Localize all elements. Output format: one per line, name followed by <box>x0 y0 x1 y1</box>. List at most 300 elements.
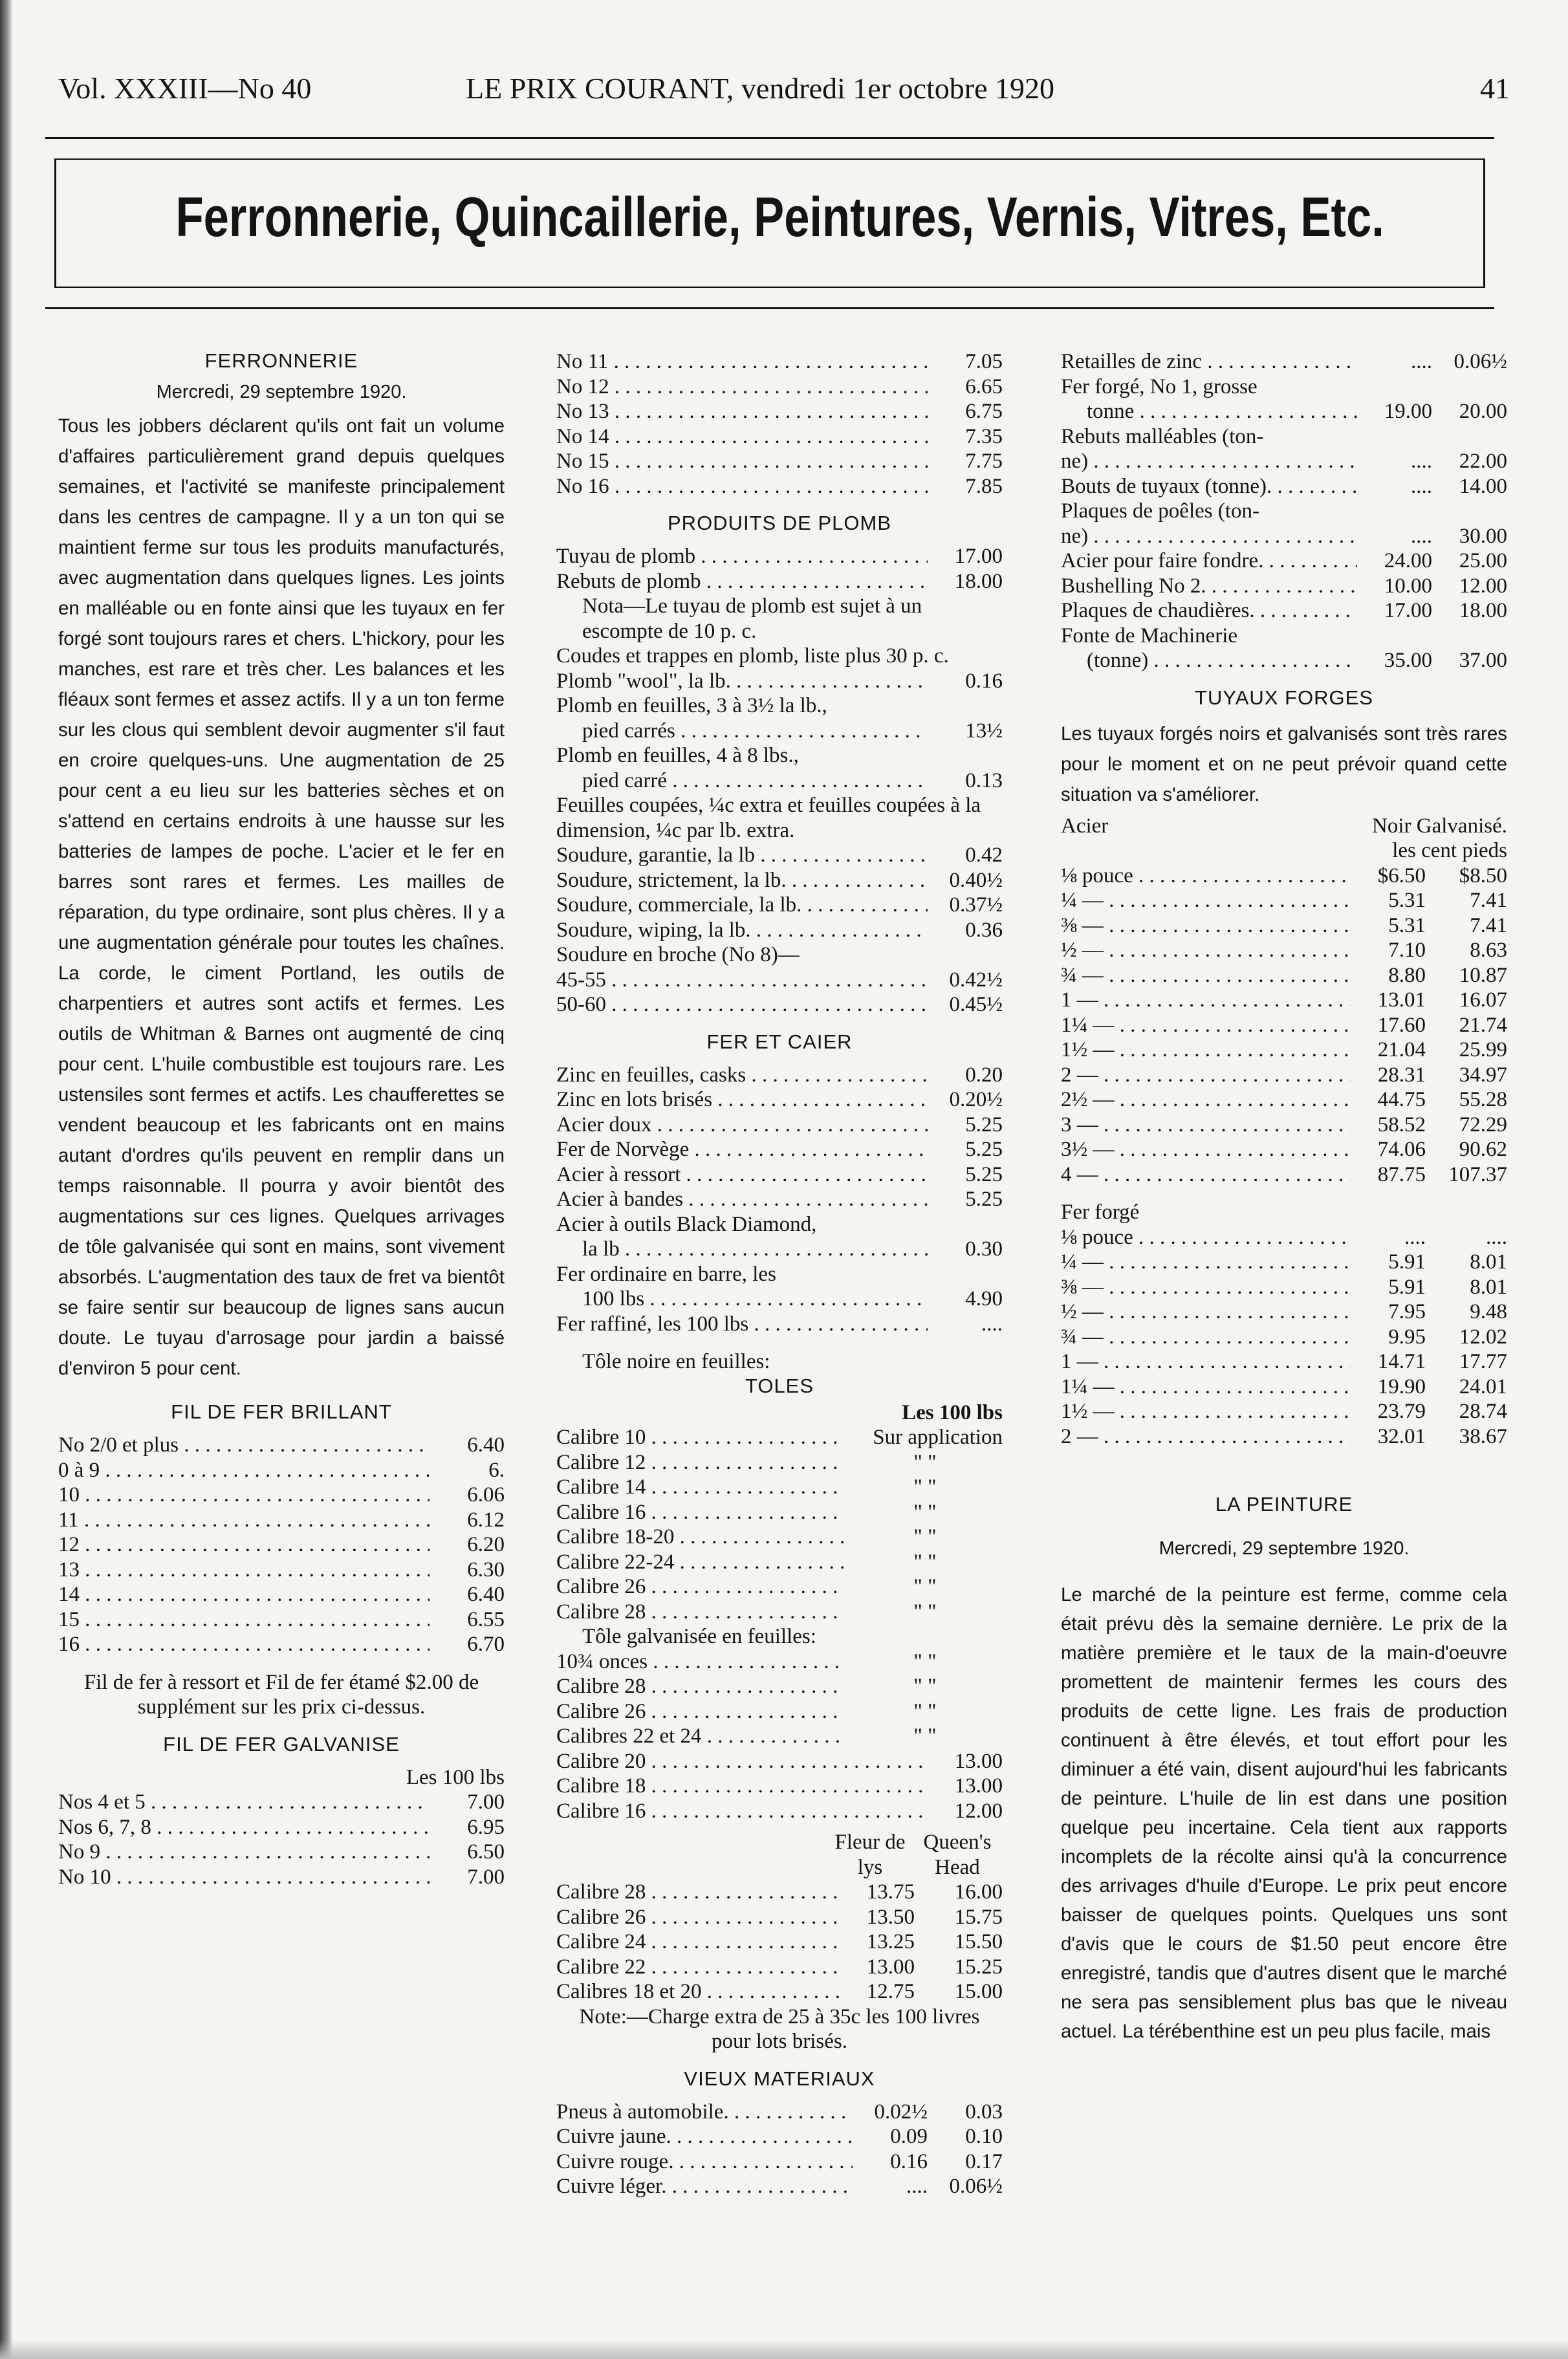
item-price: 0.20 <box>965 1063 1003 1087</box>
item-price: 9.48 <box>1470 1300 1507 1323</box>
price-row <box>58 1458 505 1483</box>
item-price: 7.35 <box>965 424 1003 448</box>
item-label: 1 — . . . <box>1061 988 1351 1013</box>
item-label: 13 . . . <box>58 1558 430 1583</box>
item-price: 9.95 <box>1388 1325 1426 1349</box>
item-price: 55.28 <box>1459 1088 1507 1111</box>
item-price: 0.40½ <box>949 868 1003 892</box>
price-row <box>556 1955 1003 1980</box>
price-row <box>556 968 1003 993</box>
price-row <box>556 1500 1003 1525</box>
item-price: 17.00 <box>1384 599 1432 622</box>
page-header <box>52 71 1516 110</box>
item-price: 17.77 <box>1459 1350 1507 1373</box>
price-row <box>1061 349 1507 375</box>
fer-forge-table <box>1061 1225 1507 1450</box>
item-label: No 10 . . . <box>58 1865 430 1890</box>
item-label: No 2/0 et plus . . . <box>58 1433 430 1458</box>
item-price: 19.00 <box>1384 400 1432 423</box>
price-row <box>556 1699 1003 1724</box>
price-row <box>1061 888 1507 913</box>
item-label: Rebuts de plomb . . . <box>556 569 928 594</box>
price-row <box>1061 1162 1507 1188</box>
item-price: 21.74 <box>1459 1013 1507 1037</box>
item-label: 1¼ — . . . <box>1061 1013 1351 1038</box>
item-price: 6. <box>488 1458 505 1482</box>
price-row <box>556 1905 1003 1930</box>
item-label: ⅜ — . . . <box>1061 913 1351 939</box>
price-row <box>556 399 1003 424</box>
item-label: Bouts de tuyaux (tonne). . . . <box>1061 474 1357 499</box>
price-row <box>1061 1063 1507 1088</box>
spacer <box>556 2054 1003 2067</box>
brand-header <box>556 1830 1003 1880</box>
section-banner <box>45 137 1494 309</box>
item-price: 28.74 <box>1459 1400 1507 1423</box>
item-label: Calibre 14 . . . <box>556 1475 844 1500</box>
item-price: 6.06 <box>467 1483 505 1506</box>
item-label: 1 — . . . <box>1061 1349 1351 1375</box>
item-price: 13.50 <box>866 1905 915 1929</box>
price-row <box>556 1162 1003 1188</box>
item-price: 6.30 <box>467 1558 505 1582</box>
acier-table <box>1061 864 1507 1188</box>
price-row <box>556 2174 1003 2199</box>
price-row <box>1061 574 1507 599</box>
item-label: 0 à 9 . . . <box>58 1458 430 1483</box>
item-price: 6.20 <box>467 1533 505 1556</box>
item-label: Cuivre rouge. . . . <box>556 2149 853 2175</box>
item-label: 1½ — . . . <box>1061 1399 1351 1424</box>
item-price: 5.91 <box>1388 1250 1426 1274</box>
item-price: 16.07 <box>1459 988 1507 1012</box>
item-price: 7.00 <box>467 1865 505 1889</box>
item-price: 72.29 <box>1459 1113 1507 1136</box>
item-price: 44.75 <box>1377 1088 1426 1111</box>
item-label: tonne . . . <box>1087 399 1357 424</box>
price-row <box>1061 938 1507 963</box>
black-diamond: Acier à outils Black Diamond, <box>556 1212 817 1236</box>
price-row <box>556 1774 1003 1799</box>
item-label: 12 . . . <box>58 1532 430 1558</box>
ferronnerie-heading: FERRONNERIE <box>204 349 358 372</box>
price-row <box>556 349 1003 375</box>
item-price: 5.25 <box>965 1162 1003 1186</box>
item-price: 87.75 <box>1377 1162 1426 1186</box>
item-price: Sur application <box>873 1426 1003 1449</box>
item-label: Tuyau de plomb . . . <box>556 544 928 569</box>
item-label: Soudure, strictement, la lb. . . . <box>556 868 928 893</box>
item-price: $8.50 <box>1459 864 1507 887</box>
column-1 <box>58 349 505 1889</box>
item-label: 1¼ — . . . <box>1061 1375 1351 1400</box>
price-row <box>556 719 1003 744</box>
item-label: Cuivre léger. . . . <box>556 2174 853 2199</box>
item-price: .... <box>1411 350 1432 373</box>
price-row <box>556 1425 1003 1450</box>
item-price: 0.10 <box>965 2125 1003 2148</box>
item-label: 45-55 . . . <box>556 968 928 993</box>
item-price: 0.03 <box>965 2100 1003 2124</box>
item-label: 100 lbs . . . <box>582 1287 928 1312</box>
price-row <box>1061 1299 1507 1325</box>
peinture-paragraph: Le marché de la peinture est ferme, comme cela était prévu dès la semaine dernière. Le prix de la matière première et le taux de la main-d'oeuvre promettent de maintenir fermes les cours des produits de cette ligne. Les frais de production continuent à être élevés, et tout effort pour les diminuer a été vain, disent aujourd'hui les fabricants de peinture. L'huile de lin est dans une position quelque peu incertaine. Cela tient aux rapports incomplets de la récolte ainsi qu'à la concurrence des arrivages d'huile d'Europe. Le prix peut encore baisser de quelques points. Quelques uns sont d'avis que le cours de $1.50 peut encore être enregistré, tandis que d'autres disent que le marché ne sera pas sensiblement plus bas que le niveau actuel. La térébenthine est un peu plus facile, mais <box>1061 1584 1507 2042</box>
price-row <box>1061 474 1507 499</box>
item-label: 1½ — . . . <box>1061 1038 1351 1063</box>
page-number: 41 <box>1480 72 1510 105</box>
price-row <box>1061 1225 1507 1250</box>
item-price: 7.00 <box>467 1790 505 1814</box>
item-price: " " <box>913 1525 937 1549</box>
item-label: Calibre 26 . . . <box>556 1699 844 1724</box>
price-row <box>556 544 1003 569</box>
price-row <box>1061 1349 1507 1375</box>
price-row <box>1061 864 1507 889</box>
spacer <box>556 499 1003 512</box>
item-price: 7.05 <box>965 350 1003 373</box>
price-row <box>58 1840 505 1865</box>
item-price: 37.00 <box>1459 649 1507 672</box>
item-price: " " <box>913 1475 937 1499</box>
fer-acier-heading: FER ET CAIER <box>706 1030 853 1053</box>
tuyaux-heading: TUYAUX FORGES <box>1195 686 1373 709</box>
item-price: 12.75 <box>866 1980 915 2003</box>
price-row <box>58 1508 505 1533</box>
item-label: Calibre 26 . . . <box>556 1905 840 1930</box>
item-label: ¼ — . . . <box>1061 888 1351 913</box>
item-price: 17.00 <box>954 545 1003 568</box>
price-row <box>556 1550 1003 1575</box>
price-row <box>1061 1137 1507 1162</box>
price-row <box>58 1632 505 1657</box>
toles-unit: Les 100 lbs <box>902 1400 1003 1424</box>
plomb-coudes: Coudes et trappes en plomb, liste plus 30 p. c. <box>556 644 949 668</box>
item-price: 0.36 <box>965 918 1003 942</box>
price-row <box>556 1930 1003 1955</box>
item-price: 13.00 <box>954 1774 1003 1798</box>
price-row <box>1061 549 1507 574</box>
fil-brillant-heading: FIL DE FER BRILLANT <box>171 1400 392 1423</box>
item-label: No 15 . . . <box>556 449 928 474</box>
item-label: Nos 4 et 5 . . . <box>58 1790 430 1815</box>
item-price: 18.00 <box>1459 599 1507 622</box>
price-row <box>556 1237 1003 1262</box>
item-price: 23.79 <box>1377 1400 1426 1423</box>
item-price: 6.55 <box>467 1607 505 1631</box>
price-row <box>58 1558 505 1583</box>
item-label: ⅛ pouce . . . <box>1061 1225 1351 1250</box>
price-row <box>556 992 1003 1017</box>
page-shadow-edge <box>0 0 13 2359</box>
spacer <box>1061 673 1507 686</box>
price-row <box>1061 524 1507 549</box>
item-label: 50-60 . . . <box>556 992 928 1017</box>
plomb-coupees: Feuilles coupées, ¼c extra et feuilles coupées à la dimension, ¼c par lb. extra. <box>556 794 981 842</box>
item-label: Soudure, wiping, la lb. . . . <box>556 918 928 943</box>
fil-galvanise-unit: Les 100 lbs <box>406 1765 505 1789</box>
item-price: 7.75 <box>965 450 1003 473</box>
item-label: Fer de Norvège . . . <box>556 1137 928 1162</box>
item-price: 24.00 <box>1384 549 1432 572</box>
price-row <box>58 1815 505 1840</box>
item-label: 3 — . . . <box>1061 1113 1351 1138</box>
item-price: 0.06½ <box>949 2175 1003 2198</box>
item-price: 4.90 <box>965 1287 1003 1310</box>
item-price: 32.01 <box>1377 1424 1426 1448</box>
item-price: 19.90 <box>1377 1375 1426 1398</box>
item-price: 8.80 <box>1388 963 1426 987</box>
item-price: .... <box>981 1312 1003 1336</box>
plaques-poeles: Plaques de poêles (ton- <box>1061 499 1260 523</box>
item-price: 6.95 <box>467 1815 505 1839</box>
item-label: 11 . . . <box>58 1508 430 1533</box>
item-label: Acier à bandes . . . <box>556 1187 928 1212</box>
toles-heading: TOLES <box>745 1374 814 1397</box>
price-row <box>556 669 1003 694</box>
price-row <box>58 1582 505 1607</box>
price-row <box>556 1137 1003 1162</box>
price-row <box>556 1674 1003 1699</box>
spacer <box>58 1720 505 1733</box>
item-label: No 9 . . . <box>58 1840 430 1865</box>
price-row <box>556 843 1003 868</box>
item-price: .... <box>1404 1225 1426 1249</box>
price-row <box>556 1600 1003 1625</box>
item-price: " " <box>913 1724 937 1748</box>
item-price: 6.12 <box>467 1508 505 1532</box>
price-row <box>556 1979 1003 2005</box>
price-row <box>556 375 1003 400</box>
column-3 <box>1061 349 1507 2063</box>
item-label: Calibre 18-20 . . . <box>556 1525 844 1550</box>
item-price: 7.85 <box>965 474 1003 498</box>
price-row <box>1061 598 1507 624</box>
banner-title: Ferronnerie, Quincaillerie, Peintures, Vernis, Vitres, Etc. <box>175 186 1384 248</box>
item-price: 15.00 <box>954 1980 1003 2003</box>
item-price: 13.01 <box>1377 988 1426 1012</box>
price-row <box>1061 913 1507 939</box>
spacer <box>1061 1567 1507 1580</box>
item-label: Acier doux . . . <box>556 1113 928 1138</box>
item-price: " " <box>913 1675 937 1698</box>
item-label: 16 . . . <box>58 1632 430 1657</box>
item-label: ½ — . . . <box>1061 1299 1351 1325</box>
item-label: Plaques de chaudières. . . . <box>1061 598 1357 624</box>
item-label: Calibre 16 . . . <box>556 1500 844 1525</box>
item-price: 6.75 <box>965 400 1003 423</box>
plomb-note: Nota—Le tuyau de plomb est sujet à un escompte de 10 p. c. <box>582 594 922 643</box>
item-label: Soudure, garantie, la lb . . . <box>556 843 928 868</box>
spacer <box>58 1657 505 1670</box>
item-label: Calibre 24 . . . <box>556 1930 840 1955</box>
item-price: 25.99 <box>1459 1038 1507 1061</box>
item-price: 35.00 <box>1384 649 1432 672</box>
price-row <box>556 918 1003 943</box>
item-price: 8.01 <box>1470 1250 1507 1274</box>
vieux-materiaux-heading: VIEUX MATERIAUX <box>684 2067 875 2090</box>
item-price: 58.52 <box>1377 1113 1426 1136</box>
price-row <box>556 1450 1003 1475</box>
price-row <box>58 1790 505 1815</box>
price-row <box>556 1063 1003 1088</box>
item-label: Calibres 18 et 20 . . . <box>556 1979 840 2005</box>
item-price: .... <box>1411 474 1432 498</box>
item-label: Calibre 12 . . . <box>556 1450 844 1475</box>
fil-brillant-note: Fil de fer à ressort et Fil de fer étamé $2.00 de supplément sur les prix ci-dessus. <box>83 1670 479 1719</box>
item-price: 10.00 <box>1384 574 1432 598</box>
item-price: 107.37 <box>1448 1162 1507 1186</box>
price-row <box>1061 1325 1507 1350</box>
soudure-broche: Soudure en broche (No 8)— <box>556 943 800 966</box>
item-price: 17.60 <box>1377 1013 1426 1037</box>
item-label: 14 . . . <box>58 1582 430 1607</box>
item-price: 22.00 <box>1459 450 1507 473</box>
item-price: 34.97 <box>1459 1063 1507 1087</box>
item-price: " " <box>913 1500 937 1524</box>
item-price: 14.00 <box>1459 474 1507 498</box>
tole-noire-pre: Tôle noire en feuilles: <box>582 1350 770 1373</box>
item-price: 14.71 <box>1377 1350 1426 1373</box>
item-price: 16.00 <box>954 1880 1003 1904</box>
item-label: Cuivre jaune. . . . <box>556 2124 853 2149</box>
ferronnerie-paragraph: Tous les jobbers déclarent qu'ils ont fait un volume d'affaires particulièrement grand depuis quelques semaines, et l'activité se manifeste principalement dans les centres de campagne. Il y a un ton qui se maintient ferme sur tous les produits manufacturés, avec augmentation dans quelques lignes. Les joints en malléable ou en fonte ainsi que les tuyaux en fer forgé sont toujours rares et chers. L'hickory, pour les manches, est rare et très cher. Les balances et les fléaux sont fermes et assez actifs. Il y a un ton ferme sur les clous qui semblent devoir augmenter s'il faut en croire quelques-uns. Une augmentation de 25 pour cent a eu lieu sur les batteries sèches et on s'attend en certains endroits à une hausse sur les batteries de lampes de poche. L'acier et le fer en barres sont rares et fermes. Les mailles de réparation, du type ordinaire, sont plus chères. Il y a une augmentation générale pour toutes les chaînes. La corde, le ciment Portland, les outils de charpentiers et autres sont actifs et fermes. Les outils de Whitman & Barnes ont augmenté de cinq pour cent. L'huile combustible est toujours rare. Les ustensiles sont fermes et actifs. Les chaufferettes se vendent beaucoup et les fabricants ont en mains autant d'ordres qu'ils peuvent en remplir dans un temps raisonnable. Il pourra y avoir bientôt des augmentations sur ces lignes. Quelques arrivages de tôle galvanisée qui sont en mains, sont vivement absorbés. L'augmentation des taux de fret va bientôt se faire sentir sur beaucoup de lignes sans aucun doute. Le tuyau d'arrosage pour jardin a baissé d'environ 5 pour cent. <box>58 415 505 1379</box>
item-price: 5.31 <box>1388 913 1426 937</box>
item-price: " " <box>913 1649 937 1673</box>
item-price: $6.50 <box>1377 864 1426 887</box>
item-price: 5.25 <box>965 1113 1003 1136</box>
item-price: 0.20½ <box>949 1088 1003 1111</box>
price-row <box>556 1574 1003 1600</box>
item-label: 4 — . . . <box>1061 1162 1351 1188</box>
item-price: " " <box>913 1450 937 1474</box>
item-price: " " <box>913 1550 937 1574</box>
item-price: 7.41 <box>1470 913 1507 937</box>
item-price: 10.87 <box>1459 963 1507 987</box>
item-price: 0.06½ <box>1454 350 1507 373</box>
item-label: Nos 6, 7, 8 . . . <box>58 1815 430 1840</box>
item-label: No 16 . . . <box>556 474 928 499</box>
price-row <box>556 1475 1003 1500</box>
price-row <box>556 2149 1003 2175</box>
tole-galvanisee-heading: Tôle galvanisée en feuilles: <box>582 1625 816 1648</box>
item-price: 0.42 <box>965 843 1003 867</box>
price-row <box>58 1433 505 1458</box>
price-row <box>556 1880 1003 1905</box>
price-row <box>556 2124 1003 2149</box>
toles-note: Note:—Charge extra de 25 à 35c les 100 livres pour lots brisés. <box>579 2005 980 2053</box>
item-label: pied carré . . . <box>582 768 928 794</box>
item-price: .... <box>1486 1225 1507 1249</box>
item-price: .... <box>1411 524 1432 548</box>
price-row <box>1061 1250 1507 1275</box>
price-row <box>1061 963 1507 988</box>
spacer <box>1061 1187 1507 1200</box>
price-row <box>58 1483 505 1508</box>
item-label: Retailles de zinc . . . <box>1061 349 1357 375</box>
acier-label: Acier <box>1061 814 1109 838</box>
item-price: 12.02 <box>1459 1325 1507 1349</box>
fer-barre: Fer ordinaire en barre, les <box>556 1262 776 1286</box>
item-price: 20.00 <box>1459 400 1507 423</box>
item-label: ¼ — . . . <box>1061 1250 1351 1275</box>
plomb-feuilles-2: Plomb en feuilles, 4 à 8 lbs., <box>556 744 799 767</box>
item-price: 0.30 <box>965 1237 1003 1261</box>
rebuts-malleables: Rebuts malléables (ton- <box>1061 424 1264 448</box>
item-price: 7.41 <box>1470 889 1507 912</box>
item-label: Zinc en lots brisés . . . <box>556 1087 928 1113</box>
item-price: 15.50 <box>954 1930 1003 1953</box>
price-row <box>1061 449 1507 474</box>
price-row <box>556 1799 1003 1824</box>
item-price: 7.10 <box>1388 939 1426 962</box>
fil-brillant-list <box>58 1433 505 1657</box>
item-label: 3½ — . . . <box>1061 1137 1351 1162</box>
price-row <box>1061 1113 1507 1138</box>
item-price: 6.50 <box>467 1840 505 1864</box>
price-row <box>1061 988 1507 1013</box>
item-label: Calibre 28 . . . <box>556 1674 844 1699</box>
item-price: 18.00 <box>954 569 1003 593</box>
item-label: ⅜ — . . . <box>1061 1275 1351 1300</box>
price-row <box>556 449 1003 474</box>
price-row <box>556 2100 1003 2125</box>
spacer <box>1061 1471 1507 1493</box>
item-price: 30.00 <box>1459 524 1507 548</box>
price-row <box>1061 1087 1507 1113</box>
item-price: 6.40 <box>467 1433 505 1457</box>
publication-title: LE PRIX COURANT, vendredi 1er octobre 1920 <box>466 72 1055 105</box>
item-label: Acier à ressort . . . <box>556 1162 928 1188</box>
item-price: 0.42½ <box>949 968 1003 992</box>
item-price: 0.17 <box>965 2149 1003 2173</box>
item-label: Calibre 28 . . . <box>556 1600 844 1625</box>
item-label: ⅛ pouce . . . <box>1061 864 1351 889</box>
spacer <box>556 1336 1003 1349</box>
item-label: ½ — . . . <box>1061 938 1351 963</box>
price-row <box>556 569 1003 594</box>
item-label: Bushelling No 2. . . . <box>1061 574 1357 599</box>
item-price: 7.95 <box>1388 1300 1426 1323</box>
item-price: 15.25 <box>954 1955 1003 1979</box>
item-price: 25.00 <box>1459 549 1507 572</box>
price-row <box>58 1607 505 1633</box>
peinture-heading: LA PEINTURE <box>1215 1493 1353 1516</box>
price-row <box>1061 648 1507 673</box>
item-price: 13.00 <box>866 1955 915 1979</box>
price-row <box>58 1532 505 1558</box>
item-price: 0.37½ <box>949 893 1003 917</box>
item-price: 6.65 <box>965 375 1003 398</box>
item-price: 21.04 <box>1377 1038 1426 1061</box>
item-price: 0.02½ <box>874 2100 928 2124</box>
noir-galvanise-label: Noir Galvanisé. <box>1372 814 1507 838</box>
fonte-machinerie: Fonte de Machinerie <box>1061 624 1238 647</box>
price-row <box>556 1525 1003 1550</box>
item-label: Pneus à automobile. . . . <box>556 2100 853 2125</box>
item-price: 15.75 <box>954 1905 1003 1929</box>
item-label: Calibre 22 . . . <box>556 1955 840 1980</box>
item-label: la lb . . . <box>582 1237 928 1262</box>
tuyaux-paragraph: Les tuyaux forgés noirs et galvanisés sont très rares pour le moment et on ne peut prévoir quand cette situation va s'améliorer. <box>1061 723 1507 805</box>
price-row <box>1061 1275 1507 1300</box>
price-row <box>1061 1038 1507 1063</box>
price-row <box>556 474 1003 499</box>
item-price: .... <box>906 2175 928 2198</box>
item-label: 10 . . . <box>58 1483 430 1508</box>
item-price: 12.00 <box>954 1799 1003 1823</box>
item-label: No 11 . . . <box>556 349 928 375</box>
item-price: 0.16 <box>965 669 1003 693</box>
